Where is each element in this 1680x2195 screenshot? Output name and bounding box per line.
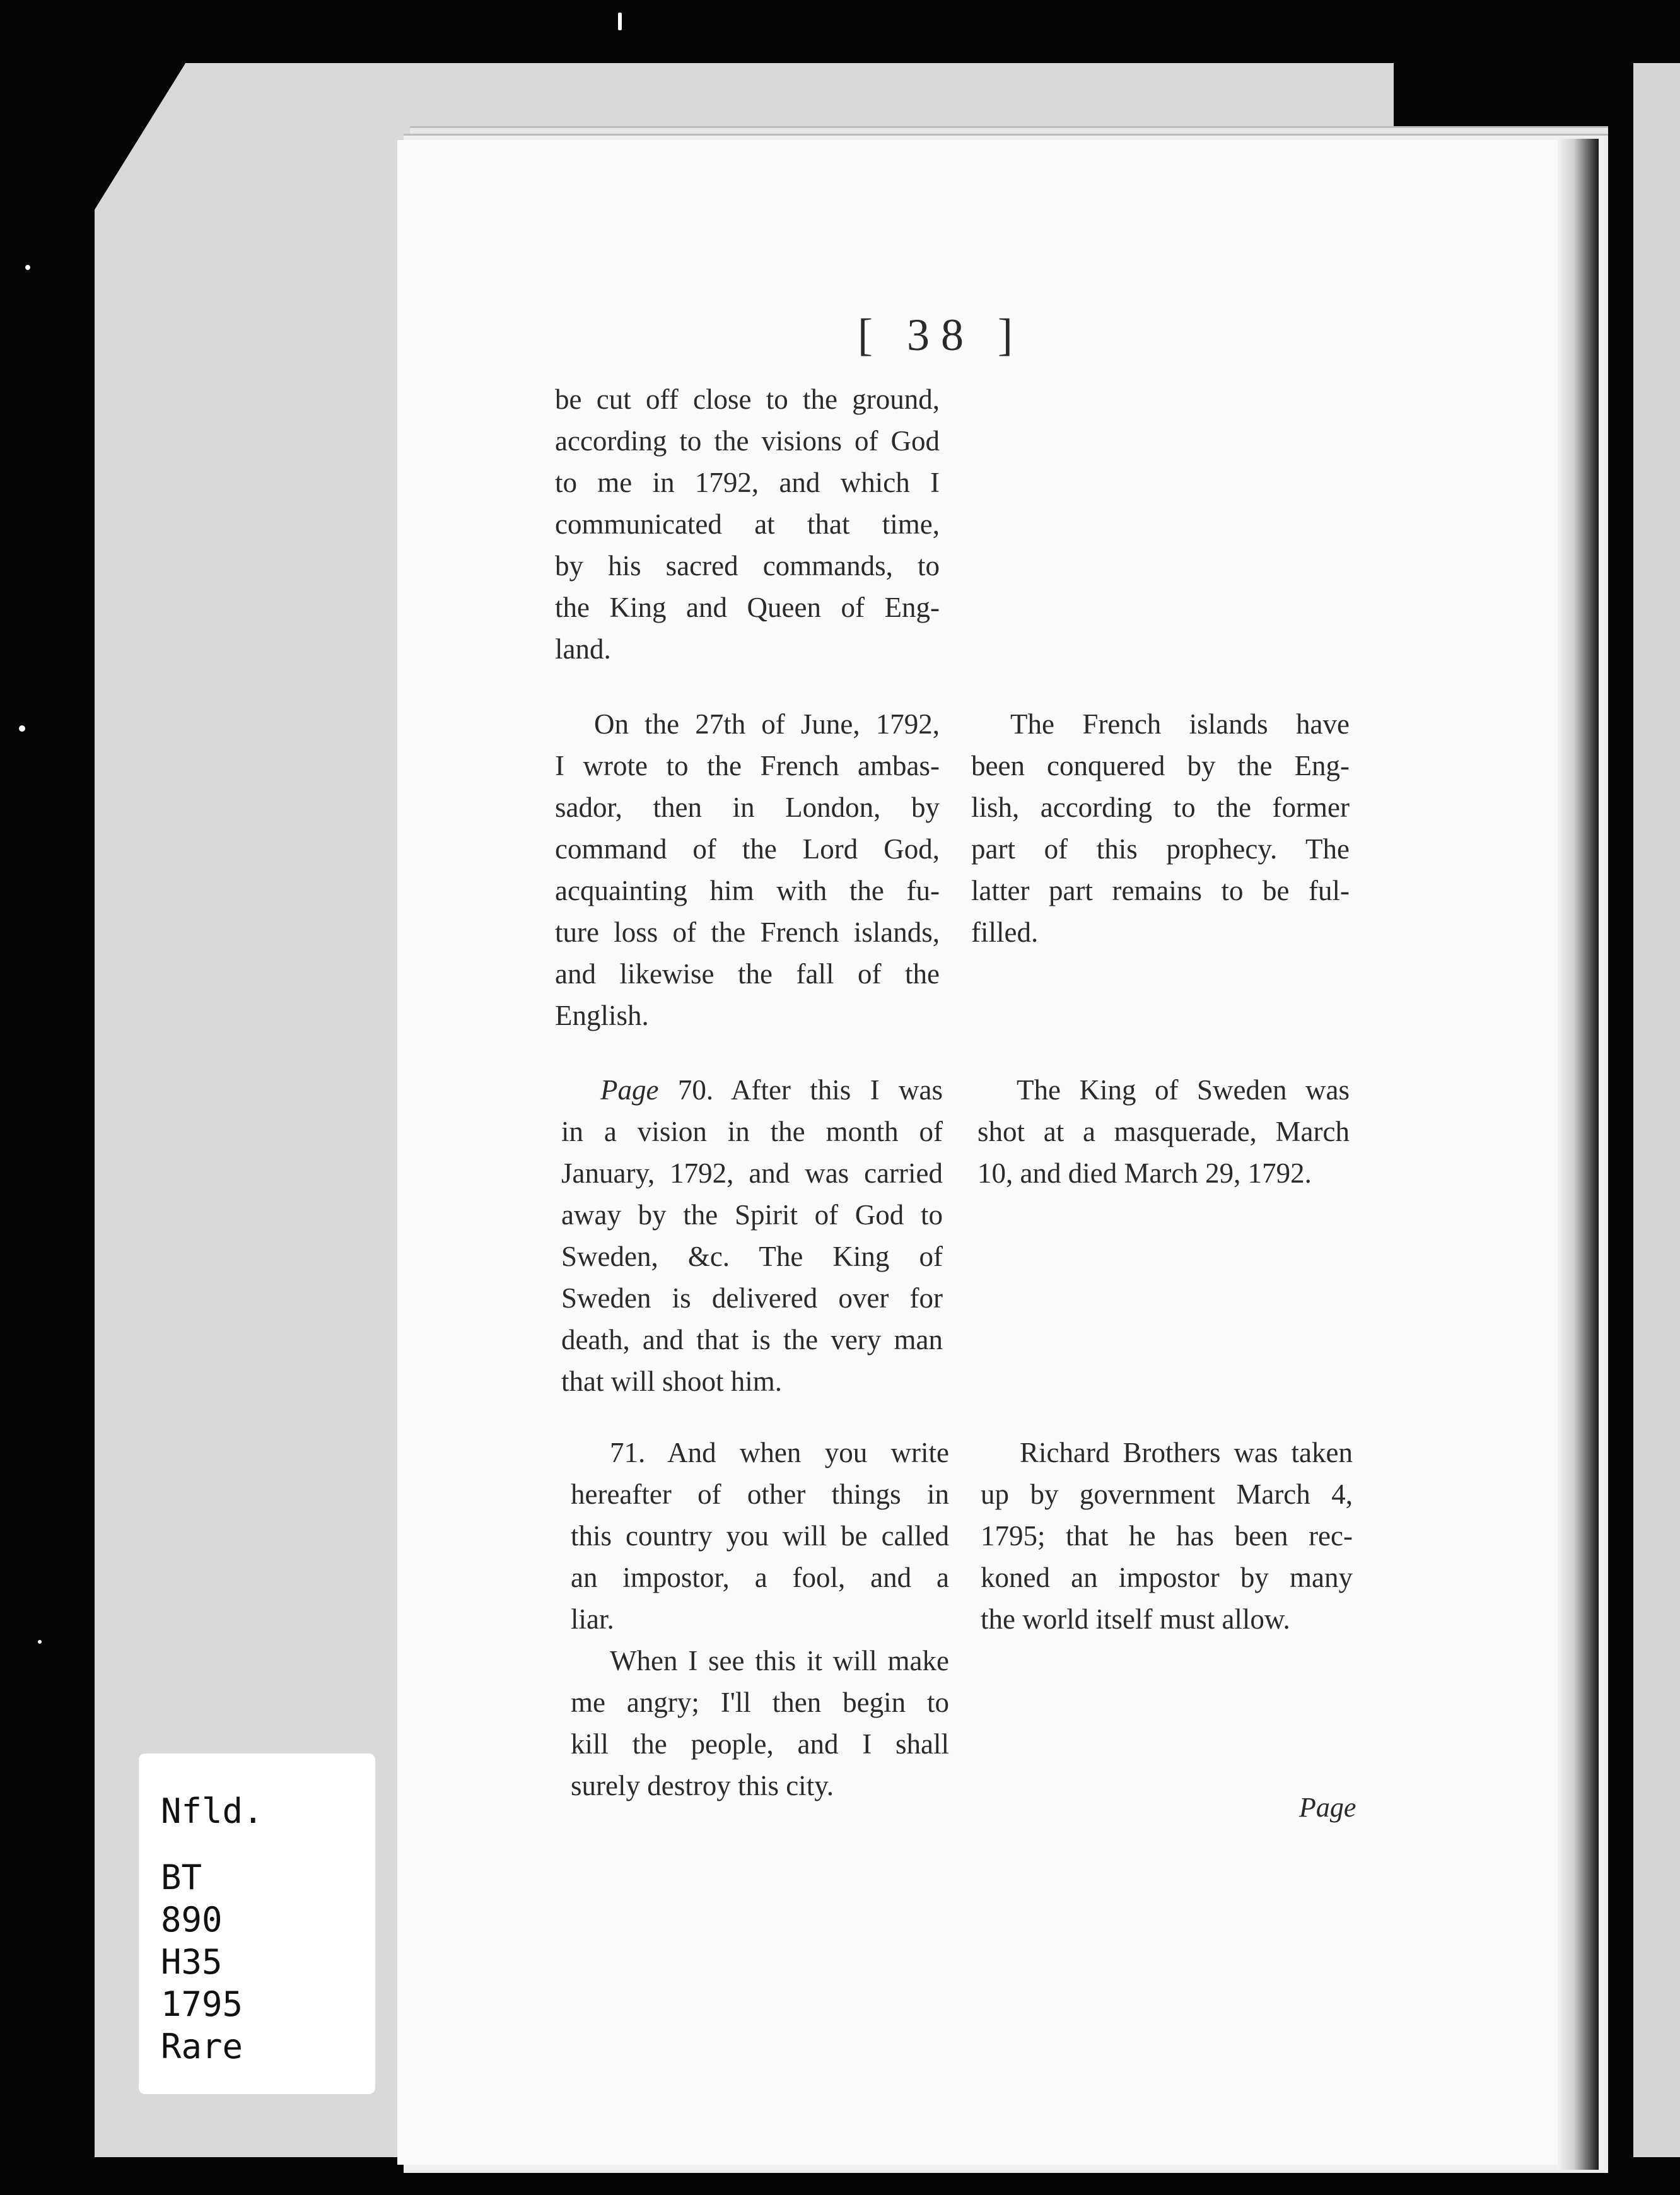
text-line: The King of Sweden was	[1017, 1074, 1350, 1106]
catchword: Page	[1299, 1792, 1356, 1823]
text-line: by his sacred commands, to	[555, 550, 940, 582]
call-number-line: Rare	[161, 2027, 243, 2066]
text-line: sador, then in London, by	[555, 792, 940, 823]
page-number: [ 38 ]	[858, 310, 1024, 360]
text-line: part of this prophecy. The	[971, 833, 1350, 865]
text-line: this country you will be called	[571, 1520, 949, 1552]
text-line: 1795; that he has been rec-	[981, 1520, 1353, 1552]
text-line: land.	[555, 633, 611, 665]
left-column	[555, 703, 940, 1036]
left-column	[571, 1432, 949, 1806]
scan-speck	[19, 725, 25, 732]
text-line: an impostor, a fool, and a	[571, 1562, 949, 1593]
text-line: Richard Brothers was taken	[1020, 1437, 1353, 1468]
text-line: lish, according to the former	[971, 792, 1350, 823]
right-column	[971, 703, 1350, 953]
right-column	[977, 1069, 1350, 1194]
text-line: the King and Queen of Eng-	[555, 592, 940, 623]
text-line: The French islands have	[1010, 708, 1350, 740]
call-number-line: 1795	[161, 1984, 243, 2024]
text-line: be cut off close to the ground,	[555, 383, 940, 415]
text-line: latter part remains to be ful-	[971, 875, 1350, 906]
adjacent-card-edge	[1633, 63, 1680, 2157]
page-gutter-shadow	[1558, 139, 1599, 2170]
text-line: 10, and died March 29, 1792.	[977, 1157, 1312, 1189]
text-line: liar.	[571, 1603, 614, 1635]
text-line: filled.	[971, 916, 1039, 948]
text-line: up by government March 4,	[981, 1478, 1353, 1510]
text-fragment: 70. After this I was	[677, 1074, 943, 1106]
text-line: in a vision in the month of	[561, 1116, 943, 1147]
call-number-line: Nfld.	[161, 1791, 264, 1831]
text-line: me angry; I'll then begin to	[571, 1687, 949, 1718]
text-line: I wrote to the French ambas-	[555, 750, 940, 781]
right-column	[981, 1432, 1353, 1640]
text-line	[561, 1069, 943, 1111]
text-line: koned an impostor by many	[981, 1562, 1353, 1593]
text-line: death, and that is the very man	[561, 1324, 943, 1355]
text-line: 71. And when you write	[610, 1437, 949, 1468]
text-line: and likewise the fall of the	[555, 958, 940, 990]
page-reference: Page	[600, 1074, 659, 1106]
text-line: shot at a masquerade, March	[977, 1116, 1350, 1147]
text-line: Sweden, &c. The King of	[561, 1241, 943, 1272]
text-line: Sweden is delivered over for	[561, 1282, 943, 1314]
text-line: kill the people, and I shall	[571, 1728, 949, 1760]
left-column	[555, 378, 940, 670]
text-line: English.	[555, 1000, 649, 1031]
text-line: acquainting him with the fu-	[555, 875, 940, 906]
text-line: surely destroy this city.	[571, 1770, 834, 1801]
text-line: When I see this it will make	[610, 1645, 949, 1677]
text-line: to me in 1792, and which I	[555, 467, 940, 498]
text-line: away by the Spirit of God to	[561, 1199, 943, 1231]
scan-speck	[25, 265, 30, 270]
text-line: command of the Lord God,	[555, 833, 940, 865]
text-line: ture loss of the French islands,	[555, 916, 940, 948]
call-number-line: BT	[161, 1858, 202, 1897]
call-number-line: H35	[161, 1942, 223, 1982]
scan-speck	[38, 1640, 42, 1644]
left-column	[561, 1069, 943, 1402]
text-line: hereafter of other things in	[571, 1478, 949, 1510]
call-number-label	[139, 1753, 375, 2094]
text-line: been conquered by the Eng-	[971, 750, 1350, 781]
scan-speck	[618, 13, 622, 30]
text-line: communicated at that time,	[555, 508, 940, 540]
call-number-line: 890	[161, 1900, 223, 1940]
text-line: that will shoot him.	[561, 1366, 783, 1397]
text-line: On the 27th of June, 1792,	[594, 708, 940, 740]
text-line: January, 1792, and was carried	[561, 1157, 943, 1189]
text-line: the world itself must allow.	[981, 1603, 1290, 1635]
text-line: according to the visions of God	[555, 425, 940, 457]
